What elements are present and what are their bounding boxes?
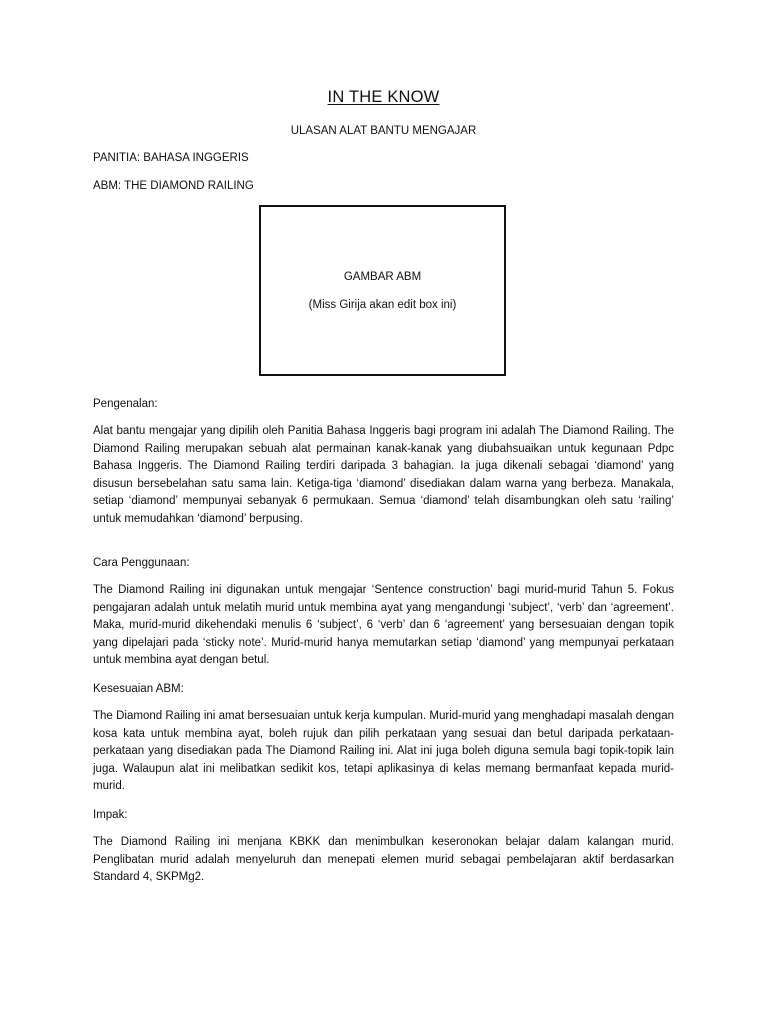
paragraph-kesesuaian-abm: The Diamond Railing ini amat bersesuaian untuk kerja kumpulan. Murid-murid yang menghadapi masalah dengan kosa kata untuk membina ayat, boleh rujuk dan pilih perkataan yang sesuai dan betul daripada perkataan-perkataan yang disediakan pada The Diamond Railing ini. Alat ini juga boleh diguna semula bagi topik-topik lain juga. Walaupun alat ini melibatkan sedikit kos, tetapi aplikasinya di kelas memang bermanfaat kepada murid-murid. bbox=[93, 710, 674, 793]
image-placeholder-box bbox=[259, 205, 506, 376]
image-box-note: (Miss Girija akan edit box ini) bbox=[308, 299, 457, 311]
heading-pengenalan: Pengenalan: bbox=[93, 398, 158, 410]
image-box-title: GAMBAR ABM bbox=[343, 271, 422, 283]
paragraph-cara-penggunaan: The Diamond Railing ini digunakan untuk mengajar ‘Sentence construction’ bagi murid-murid Tahun 5. Fokus pengajaran adalah untuk melatih murid untuk membina ayat yang mengandungi ‘subject’, ‘verb’ dan ‘agreement’. Maka, murid-murid dikehendaki menulis 6 ‘subject’, 6 ‘verb’ dan 6 ‘agreement’ yang bersesuaian dengan topik yang dipelajari pada ‘sticky note’. Murid-murid hanya memutarkan setiap ‘diamond’ yang mempunyai perkataan untuk membina ayat dengan betul. bbox=[93, 584, 674, 667]
heading-kesesuaian-abm: Kesesuaian ABM: bbox=[93, 683, 184, 695]
panitia-line: PANITIA: BAHASA INGGERIS bbox=[93, 152, 249, 164]
document-page bbox=[93, 0, 674, 1024]
abm-line: ABM: THE DIAMOND RAILING bbox=[93, 180, 254, 192]
heading-cara-penggunaan: Cara Penggunaan: bbox=[93, 557, 190, 569]
document-subtitle: ULASAN ALAT BANTU MENGAJAR bbox=[290, 125, 477, 137]
paragraph-pengenalan: Alat bantu mengajar yang dipilih oleh Panitia Bahasa Inggeris bagi program ini adalah The Diamond Railing. The Diamond Railing merupakan sebuah alat permainan kanak-kanak yang diubahsuaikan untuk kegunaan Pdpc Bahasa Inggeris. The Diamond Railing terdiri daripada 3 bahagian. Ia juga dikenali sebagai ‘diamond’ yang disusun bersebelahan satu sama lain. Ketiga-tiga ‘diamond’ disediakan dalam warna yang berbeza. Manakala, setiap ‘diamond’ mempunyai sebanyak 6 permukaan. Semua ‘diamond’ telah disambungkan oleh satu ‘railing’ untuk memudahkan ‘diamond’ berpusing. bbox=[93, 425, 674, 525]
paragraph-impak: The Diamond Railing ini menjana KBKK dan menimbulkan keseronokan belajar dalam kalangan murid. Penglibatan murid adalah menyeluruh dan menepati elemen murid sebagai pembelajaran aktif berdasarkan Standard 4, SKPMg2. bbox=[93, 836, 674, 884]
heading-impak: Impak: bbox=[93, 809, 128, 821]
document-title: IN THE KNOW bbox=[327, 88, 440, 106]
